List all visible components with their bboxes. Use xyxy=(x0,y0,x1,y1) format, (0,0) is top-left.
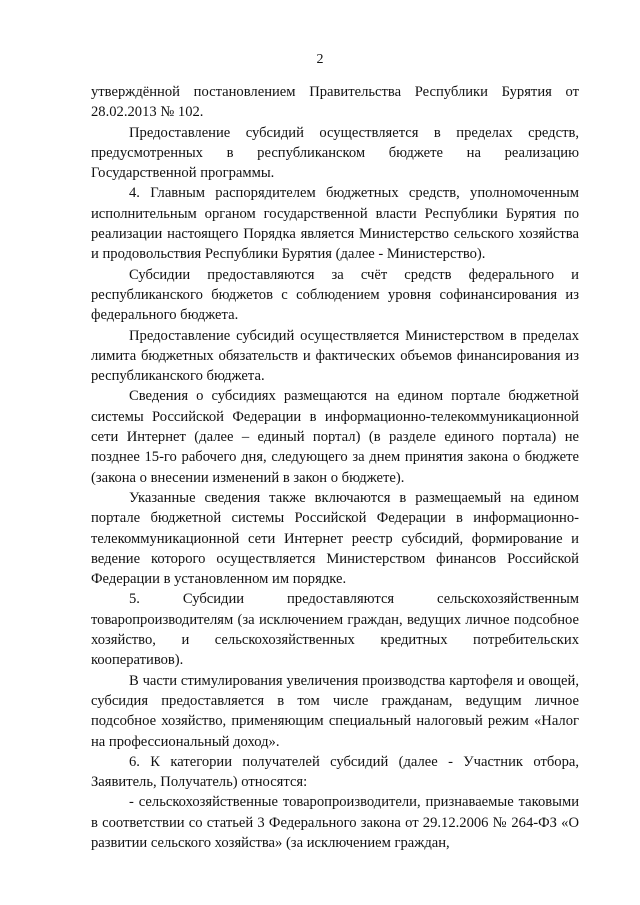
paragraph: 6. К категории получателей субсидий (далее - Участник отбора, Заявитель, Получатель) относятся: xyxy=(91,753,579,791)
paragraph: Предоставление субсидий осуществляется Министерством в пределах лимита бюджетных обязательств и фактических объемов финансирования из республиканского бюджета. xyxy=(91,327,579,385)
paragraph: 4. Главным распорядителем бюджетных средств, уполномоченным исполнительным органом государственной власти Республики Бурятия по реализации настоящего Порядка является Министерство сельского хозяйства и продовольствия Республики Бурятия (далее - Министерство). xyxy=(91,185,579,263)
paragraph: Указанные сведения также включаются в размещаемый на едином портале бюджетной системы Российской Федерации в информационно-телекоммуникационной сети Интернет реестр субсидий, формирование и ведение которого осуществляется Министерством финансов Российской Федерации в установленном им порядке. xyxy=(91,489,579,588)
paragraph: Сведения о субсидиях размещаются на едином портале бюджетной системы Российской Федерации в информационно-телекоммуникационной сети Интернет (далее – единый портал) (в разделе единого портала) не позднее 15-го рабочего дня, следующего за днем принятия закона о бюджете (закона о внесении изменений в закон о бюджете). xyxy=(91,388,579,486)
paragraph: Предоставление субсидий осуществляется в пределах средств, предусмотренных в республиканском бюджете на реализацию Государственной программы. xyxy=(91,124,579,182)
page-number: 2 xyxy=(316,52,324,67)
paragraph: - сельскохозяйственные товаропроизводители, признаваемые таковыми в соответствии со статьей 3 Федерального закона от 29.12.2006 № 264-ФЗ «О развитии сельского хозяйства» (за исключением граждан, xyxy=(91,794,579,851)
paragraph: Субсидии предоставляются за счёт средств федерального и республиканского бюджетов с соблюдением уровня софинансирования из федерального бюджета. xyxy=(91,266,579,324)
document-body xyxy=(91,82,579,853)
paragraph: утверждённой постановлением Правительства Республики Бурятия от 28.02.2013 № 102. xyxy=(91,84,579,121)
paragraph: В части стимулирования увеличения производства картофеля и овощей, субсидия предоставляется в том числе гражданам, ведущим личное подсобное хозяйство, применяющим специальный налоговый режим «Налог на профессиональный доход». xyxy=(91,672,579,750)
paragraph: 5. Субсидии предоставляются сельскохозяйственным товаропроизводителям (за исключением граждан, ведущих личное подсобное хозяйство, и сельскохозяйственных кредитных потребительских кооперативов). xyxy=(91,591,579,669)
